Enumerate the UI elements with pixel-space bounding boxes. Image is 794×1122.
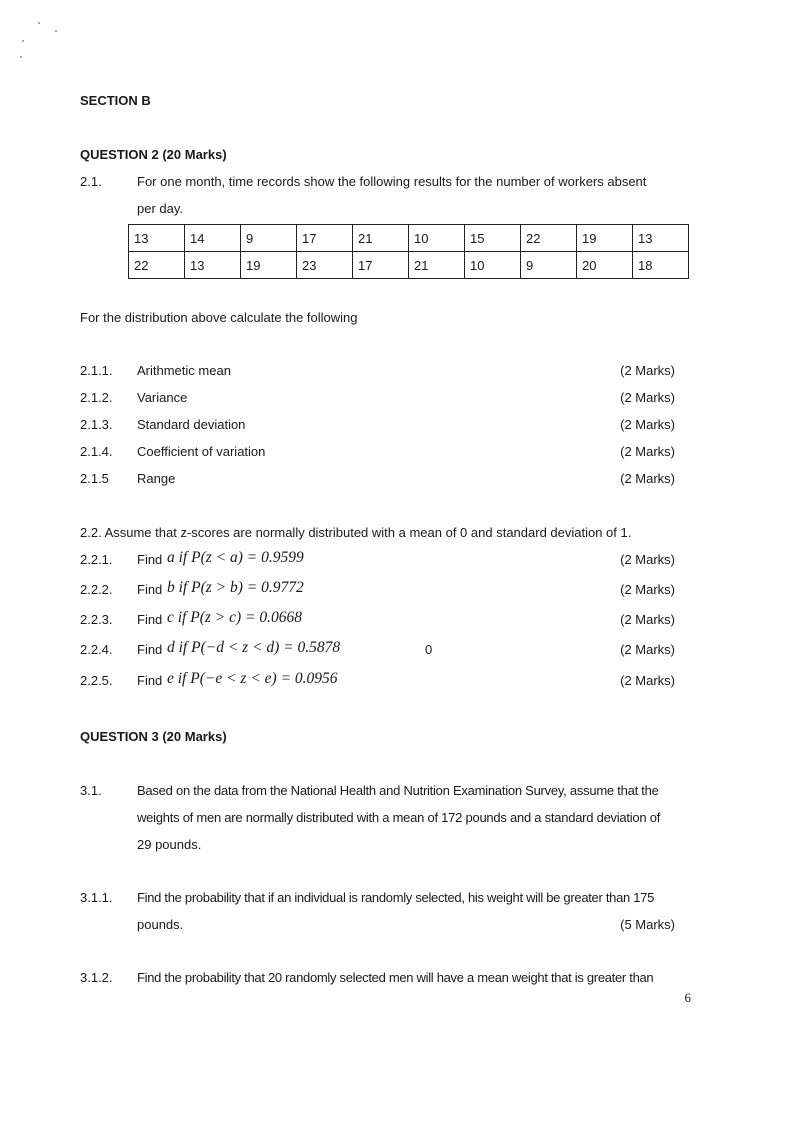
item-number: 2.2.5. [80, 673, 113, 688]
math-expression: e if P(−e < z < e) = 0.0956 [167, 670, 338, 687]
scan-speck [20, 56, 22, 58]
item-text: per day. [137, 201, 184, 216]
table-row [129, 225, 689, 252]
item-number: 2.2.2. [80, 582, 113, 597]
table-cell: 21 [409, 252, 465, 279]
item-number: 2.1.2. [80, 390, 113, 405]
item-text: 29 pounds. [137, 837, 202, 852]
question-2-title: QUESTION 2 (20 Marks) [80, 147, 227, 162]
item-number: 3.1. [80, 783, 102, 798]
table-cell: 22 [521, 225, 577, 252]
item-text: Find the probability that if an individual is randomly selected, his weight will be greater than 175 [137, 890, 655, 905]
section-title: SECTION B [80, 93, 151, 108]
item-text: For one month, time records show the following results for the number of workers absent [137, 174, 647, 189]
marks-label: (2 Marks) [620, 673, 675, 688]
item-label: Range [137, 471, 176, 486]
find-label: Find [137, 552, 163, 567]
item-number: 2.2.1. [80, 552, 113, 567]
marks-label: (2 Marks) [620, 390, 675, 405]
scan-speck [22, 40, 24, 42]
item-text: 2.2. Assume that z-scores are normally distributed with a mean of 0 and standard deviation of 1. [80, 525, 632, 540]
marks-label: (2 Marks) [620, 552, 675, 567]
math-expression: b if P(z > b) = 0.9772 [167, 579, 304, 596]
item-label: Arithmetic mean [137, 363, 231, 378]
table-row [129, 252, 689, 279]
table-cell: 22 [129, 252, 185, 279]
item-label: Variance [137, 390, 188, 405]
item-text: pounds. [137, 917, 184, 932]
item-number: 2.1.4. [80, 444, 113, 459]
table-cell: 9 [241, 225, 297, 252]
scan-speck [55, 30, 57, 32]
marks-label: (2 Marks) [620, 444, 675, 459]
scan-speck [38, 22, 40, 24]
marks-label: (2 Marks) [620, 417, 675, 432]
absence-table [128, 224, 689, 279]
marks-label: (5 Marks) [620, 917, 675, 932]
marks-label: (2 Marks) [620, 612, 675, 627]
item-number: 2.2.3. [80, 612, 113, 627]
math-expression: a if P(z < a) = 0.9599 [167, 549, 304, 566]
table-cell: 13 [185, 252, 241, 279]
marks-label: (2 Marks) [620, 363, 675, 378]
table-cell: 10 [409, 225, 465, 252]
question-3-title: QUESTION 3 (20 Marks) [80, 729, 227, 744]
item-number: 2.2.4. [80, 642, 113, 657]
table-cell: 9 [521, 252, 577, 279]
table-cell: 23 [297, 252, 353, 279]
table-cell: 13 [129, 225, 185, 252]
find-label: Find [137, 673, 163, 688]
instruction-text: For the distribution above calculate the following [80, 310, 358, 325]
table-cell: 15 [465, 225, 521, 252]
table-cell: 19 [241, 252, 297, 279]
table-cell: 20 [577, 252, 633, 279]
marks-label: (2 Marks) [620, 642, 675, 657]
table-cell: 21 [353, 225, 409, 252]
marks-label: (2 Marks) [620, 582, 675, 597]
item-number: 2.1.1. [80, 363, 113, 378]
item-number: 2.1.3. [80, 417, 113, 432]
table-cell: 14 [185, 225, 241, 252]
table-cell: 17 [353, 252, 409, 279]
table-cell: 19 [577, 225, 633, 252]
table-cell: 17 [297, 225, 353, 252]
page-number: 6 [684, 990, 691, 1005]
item-label: Standard deviation [137, 417, 246, 432]
find-label: Find [137, 642, 163, 657]
item-text: weights of men are normally distributed with a mean of 172 pounds and a standard deviation of [137, 810, 661, 825]
item-number: 3.1.2. [80, 970, 113, 985]
item-number: 3.1.1. [80, 890, 113, 905]
table-cell: 10 [465, 252, 521, 279]
item-text: Find the probability that 20 randomly selected men will have a mean weight that is greater than [137, 970, 654, 985]
math-expression: c if P(z > c) = 0.0668 [167, 609, 302, 626]
item-number: 2.1. [80, 174, 102, 189]
table-cell: 18 [633, 252, 689, 279]
stray-zero: 0 [425, 642, 433, 657]
item-label: Coefficient of variation [137, 444, 266, 459]
math-expression: d if P(−d < z < d) = 0.5878 [167, 639, 341, 656]
item-text: Based on the data from the National Health and Nutrition Examination Survey, assume that the [137, 783, 659, 798]
find-label: Find [137, 612, 163, 627]
table-cell: 13 [633, 225, 689, 252]
marks-label: (2 Marks) [620, 471, 675, 486]
find-label: Find [137, 582, 163, 597]
item-number: 2.1.5 [80, 471, 109, 486]
